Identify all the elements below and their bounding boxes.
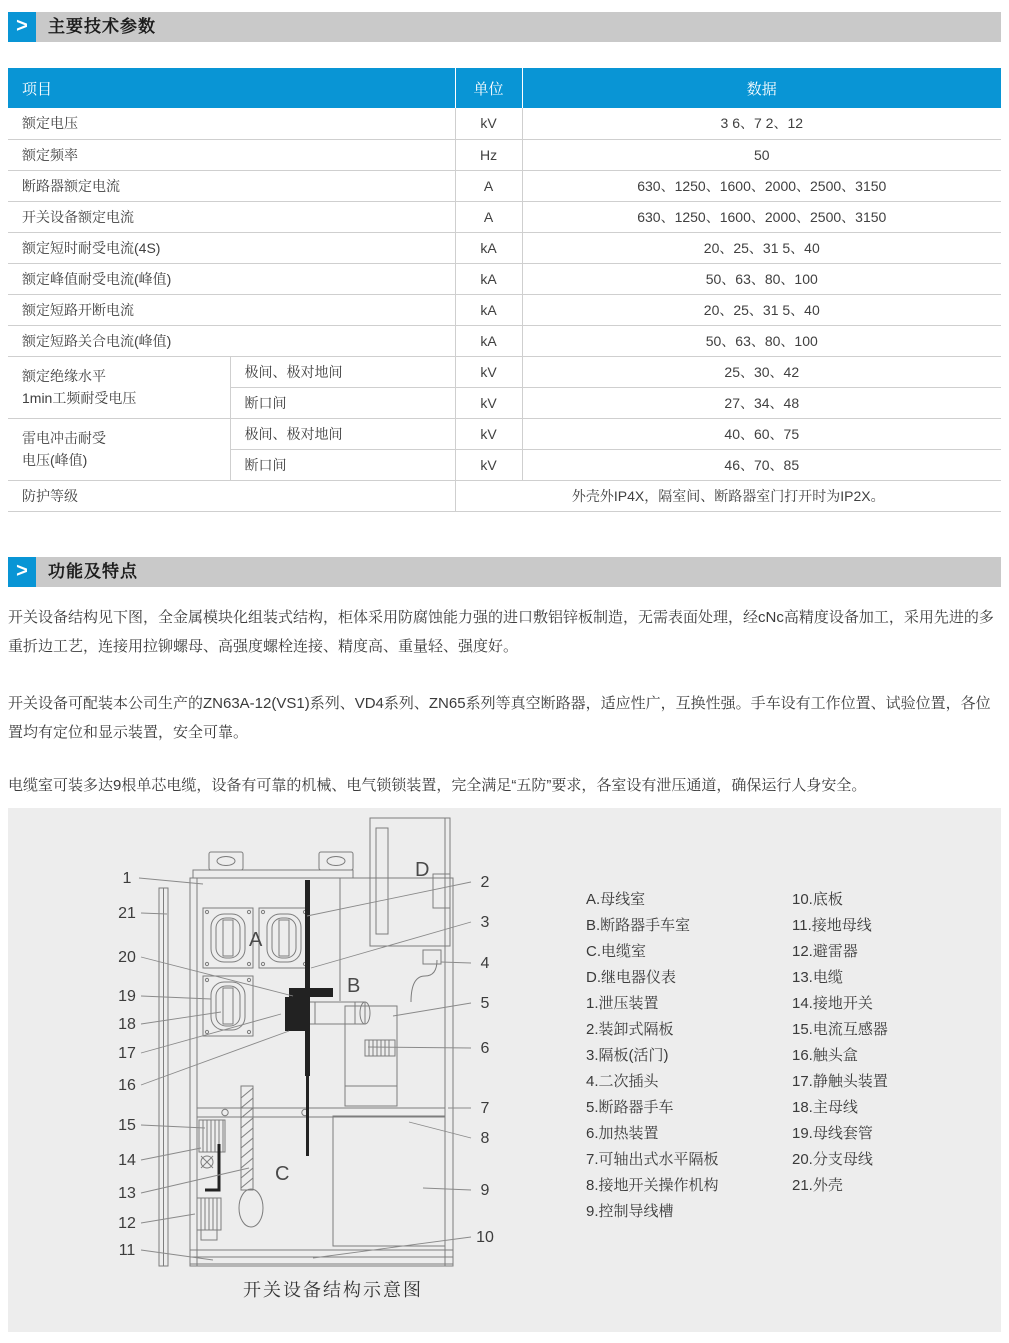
cell-unit: kV	[455, 108, 522, 139]
cell-item-group	[8, 418, 230, 480]
callout-18: 18	[118, 1016, 136, 1033]
group-label-line1: 额定绝缘水平	[22, 368, 106, 384]
cell-data: 20、25、31 5、40	[522, 294, 1001, 325]
cell-data: 20、25、31 5、40	[522, 232, 1001, 263]
cell-unit: kV	[455, 418, 522, 449]
legend-item: 13.电缆	[792, 969, 843, 986]
cell-unit: kV	[455, 387, 522, 418]
callout-5: 5	[480, 995, 490, 1012]
legend-item: 3.隔板(活门)	[586, 1047, 669, 1064]
cell-unit: kA	[455, 232, 522, 263]
diagram-legend-column-2	[792, 887, 888, 1199]
cell-item: 额定短时耐受电流(4S)	[8, 232, 455, 263]
features-paragraph-1: 开关设备结构见下图，全金属模块化组装式结构，柜体采用防腐蚀能力强的进口敷铝锌板制造，无需表面处理，经cNc高精度设备加工，采用先进的多重折边工艺，连接用拉铆螺母、高强度螺栓连接、精度高、重量轻、强度好。	[8, 608, 994, 655]
diagram-legend-column-1	[586, 887, 719, 1225]
legend-item: B.断路器手车室	[586, 917, 691, 934]
cell-item: 额定频率	[8, 139, 455, 170]
compartment-c-label: C	[275, 1163, 290, 1185]
callout-12: 12	[118, 1215, 136, 1232]
callout-8: 8	[480, 1130, 490, 1147]
cell-data: 40、60、75	[522, 418, 1001, 449]
legend-item: 15.电流互感器	[792, 1021, 888, 1038]
chevron-icon: >	[8, 12, 36, 42]
legend-item: 2.装卸式隔板	[586, 1021, 674, 1038]
legend-item: 20.分支母线	[792, 1151, 873, 1168]
cell-data: 630、1250、1600、2000、2500、3150	[522, 170, 1001, 201]
switchgear-structure-drawing	[93, 816, 573, 1276]
group-label-line2: 电压(峰值)	[22, 452, 88, 468]
cell-unit: kA	[455, 294, 522, 325]
cell-data: 3 6、7 2、12	[522, 108, 1001, 139]
callout-2: 2	[480, 874, 490, 891]
callout-19: 19	[118, 988, 136, 1005]
callout-7: 7	[480, 1100, 490, 1117]
callout-11: 11	[118, 1242, 136, 1259]
cell-unit: kV	[455, 449, 522, 480]
callout-10: 10	[476, 1229, 494, 1246]
legend-item: 1.泄压装置	[586, 995, 659, 1012]
features-paragraph-2: 开关设备可配装本公司生产的ZN63A-12(VS1)系列、VD4系列、ZN65系列等真空断路器，适应性广，互换性强。手车设有工作位置、试验位置，各位置均有定位和显示装置，安全可靠。	[8, 694, 991, 741]
cell-unit: kA	[455, 263, 522, 294]
diagram-caption: 开关设备结构示意图	[243, 1280, 423, 1300]
cell-data: 46、70、85	[522, 449, 1001, 480]
cell-data: 50、63、80、100	[522, 325, 1001, 356]
table-row	[8, 232, 1001, 263]
callout-numbers-left	[118, 870, 136, 1259]
table-row	[8, 139, 1001, 170]
legend-item: 12.避雷器	[792, 943, 858, 960]
structure-diagram-panel	[8, 808, 1001, 1332]
cell-subitem: 断口间	[230, 449, 455, 480]
technical-parameters-table	[8, 68, 1001, 512]
cell-unit: A	[455, 201, 522, 232]
legend-item: 21.外壳	[792, 1177, 843, 1194]
cell-item: 额定短路关合电流(峰值)	[8, 325, 455, 356]
group-label-line2: 1min工频耐受电压	[22, 390, 137, 406]
callout-9: 9	[480, 1182, 490, 1199]
legend-item: C.电缆室	[586, 943, 647, 960]
legend-item: 17.静触头装置	[792, 1073, 888, 1090]
legend-item: 6.加热装置	[586, 1125, 659, 1142]
legend-item: 8.接地开关操作机构	[586, 1177, 719, 1194]
legend-item: 4.二次插头	[586, 1073, 659, 1090]
legend-item: 11.接地母线	[792, 917, 872, 934]
cell-unit: Hz	[455, 139, 522, 170]
cell-data: 50、63、80、100	[522, 263, 1001, 294]
table-row	[8, 263, 1001, 294]
cell-data: 50	[522, 139, 1001, 170]
legend-item: A.母线室	[586, 891, 646, 908]
table-header-row	[8, 68, 1001, 108]
features-paragraph-3: 电缆室可装多达9根单芯电缆，设备有可靠的机械、电气锁锁装置，完全满足“五防”要求，各室设有泄压通道，确保运行人身安全。	[8, 776, 867, 794]
callout-6: 6	[480, 1040, 490, 1057]
callout-16: 16	[118, 1077, 136, 1094]
cell-unit: kA	[455, 325, 522, 356]
cell-data: 27、34、48	[522, 387, 1001, 418]
column-header-item: 项目	[8, 68, 455, 108]
legend-item: D.继电器仪表	[586, 969, 677, 986]
legend-item: 9.控制导线槽	[586, 1203, 674, 1220]
cell-item-group	[8, 356, 230, 418]
callout-15: 15	[118, 1117, 136, 1134]
legend-item: 5.断路器手车	[586, 1099, 674, 1116]
table-row-group	[8, 418, 1001, 449]
cell-subitem: 极间、极对地间	[230, 356, 455, 387]
cell-subitem: 断口间	[230, 387, 455, 418]
table-row	[8, 108, 1001, 139]
cell-item: 额定短路开断电流	[8, 294, 455, 325]
group-label-line1: 雷电冲击耐受	[22, 430, 106, 446]
cell-data: 630、1250、1600、2000、2500、3150	[522, 201, 1001, 232]
column-header-unit: 单位	[455, 68, 522, 108]
cell-data: 25、30、42	[522, 356, 1001, 387]
legend-item: 18.主母线	[792, 1099, 858, 1116]
section-title-parameters: 主要技术参数	[48, 17, 156, 36]
callout-numbers-right	[476, 874, 494, 1246]
callout-21: 21	[118, 905, 136, 922]
cell-item: 额定电压	[8, 108, 455, 139]
table-row-group	[8, 356, 1001, 387]
table-row	[8, 325, 1001, 356]
table-row	[8, 201, 1001, 232]
callout-14: 14	[118, 1152, 136, 1169]
legend-item: 19.母线套管	[792, 1125, 873, 1142]
compartment-b-label: B	[347, 975, 361, 997]
compartment-d-label: D	[415, 859, 430, 881]
compartment-a-label: A	[249, 929, 263, 951]
table-row	[8, 170, 1001, 201]
cell-subitem: 极间、极对地间	[230, 418, 455, 449]
cell-unit: kV	[455, 356, 522, 387]
cell-item: 防护等级	[8, 480, 455, 511]
chevron-icon: >	[8, 557, 36, 587]
legend-item: 10.底板	[792, 891, 843, 908]
callout-4: 4	[480, 955, 490, 972]
cell-item: 开关设备额定电流	[8, 201, 455, 232]
cell-protection-data: 外壳外IP4X，隔室间、断路器室门打开时为IP2X。	[455, 480, 1001, 511]
section-header-features	[8, 557, 1001, 587]
callout-13: 13	[118, 1185, 136, 1202]
column-header-data: 数据	[522, 68, 1001, 108]
section-header-parameters	[8, 12, 1001, 42]
cell-item: 断路器额定电流	[8, 170, 455, 201]
legend-item: 14.接地开关	[792, 995, 873, 1012]
legend-item: 16.触头盒	[792, 1047, 858, 1064]
callout-3: 3	[480, 914, 490, 931]
section-title-features: 功能及特点	[48, 561, 138, 581]
cell-item: 额定峰值耐受电流(峰值)	[8, 263, 455, 294]
callout-20: 20	[118, 949, 136, 966]
table-row-footer	[8, 480, 1001, 511]
partition-contact-group	[205, 880, 333, 1190]
legend-item: 7.可轴出式水平隔板	[586, 1151, 719, 1168]
callout-1: 1	[122, 870, 132, 887]
table-row	[8, 294, 1001, 325]
cell-unit: A	[455, 170, 522, 201]
callout-17: 17	[118, 1045, 136, 1062]
